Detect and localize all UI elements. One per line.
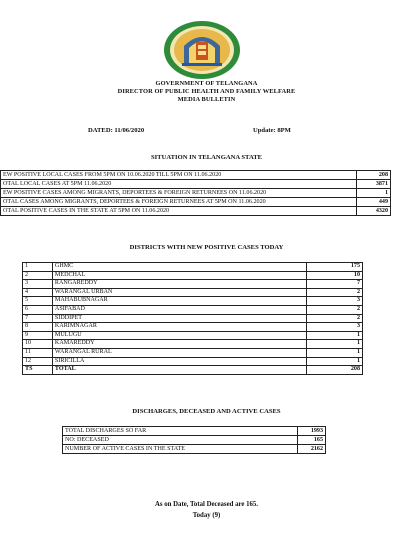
district-name: MAHABUBNAGAR (52, 297, 306, 306)
district-sn: 10 (23, 340, 53, 349)
situation-value: 208 (357, 171, 391, 180)
table-row (23, 357, 363, 366)
district-count: 1 (307, 357, 363, 366)
discharge-value: 2162 (298, 445, 326, 454)
situation-label: OTAL LOCAL CASES AT 5PM 11.06.2020 (1, 180, 357, 189)
department-title: DIRECTOR OF PUBLIC HEALTH AND FAMILY WELFARE (117, 88, 296, 95)
bulletin-update-time: Update: 8PM (253, 127, 291, 134)
today-deceased: Today (9) (192, 512, 221, 519)
district-sn: 8 (23, 323, 53, 332)
district-name: MULUGU (52, 331, 306, 340)
district-sn: 12 (23, 357, 53, 366)
situation-label: EW POSITIVE CASES AMONG MIGRANTS, DEPORTEES & FOREIGN RETURNEES ON 11.06.2020 (1, 189, 357, 198)
district-count: 3 (307, 297, 363, 306)
table-row (63, 427, 326, 436)
district-name: SIRICILLA (52, 357, 306, 366)
district-count: 3 (307, 323, 363, 332)
discharges-table (62, 426, 326, 454)
district-count: 10 (307, 271, 363, 280)
districts-table (22, 262, 363, 375)
discharge-label: TOTAL DISCHARGES SO FAR (63, 427, 298, 436)
table-row (23, 271, 363, 280)
table-row (23, 314, 363, 323)
district-name: WARANGAL RURAL (52, 348, 306, 357)
situation-label: OTAL CASES AMONG MIGRANTS, DEPORTEES & FOREIGN RETURNEES AT 5PM ON 11.06.2020 (1, 198, 357, 207)
situation-table (0, 170, 391, 216)
deceased-summary: As on Date, Total Deceased are 165. (155, 501, 258, 508)
bulletin-title: MEDIA BULLETIN (177, 96, 236, 103)
district-count: 1 (307, 348, 363, 357)
table-row (1, 180, 391, 189)
district-sn: 11 (23, 348, 53, 357)
table-row (23, 280, 363, 289)
table-row (1, 171, 391, 180)
district-count: 1 (307, 331, 363, 340)
district-sn: 4 (23, 288, 53, 297)
table-row (23, 305, 363, 314)
table-row (23, 348, 363, 357)
telangana-emblem (162, 20, 242, 80)
discharge-label: NO: DECEASED (63, 436, 298, 445)
table-row (23, 331, 363, 340)
situation-title: SITUATION IN TELANGANA STATE (150, 154, 263, 161)
district-count: 7 (307, 280, 363, 289)
table-row (23, 288, 363, 297)
district-sn: 7 (23, 314, 53, 323)
discharge-value: 1993 (298, 427, 326, 436)
district-name: RANGAREDDY (52, 280, 306, 289)
district-name: KAMAREDDY (52, 340, 306, 349)
district-sn: 6 (23, 305, 53, 314)
district-count: 2 (307, 305, 363, 314)
district-name: KARIMNAGAR (52, 323, 306, 332)
districts-title: DISTRICTS WITH NEW POSITIVE CASES TODAY (129, 244, 284, 251)
district-sn: 9 (23, 331, 53, 340)
district-name: WARANGAL URBAN (52, 288, 306, 297)
district-count: 2 (307, 314, 363, 323)
district-name: TOTAL (52, 366, 306, 375)
table-row-total (23, 366, 363, 375)
district-count: 208 (307, 366, 363, 375)
district-sn: 2 (23, 271, 53, 280)
district-count: 2 (307, 288, 363, 297)
table-row (63, 436, 326, 445)
district-sn: 3 (23, 280, 53, 289)
table-row (23, 263, 363, 272)
table-row (63, 445, 326, 454)
district-name: MEDCHAL (52, 271, 306, 280)
table-row (1, 189, 391, 198)
district-name: GHMC (52, 263, 306, 272)
situation-label: OTAL POSITIVE CASES IN THE STATE AT 5PM ON 11.06.2020 (1, 207, 357, 216)
discharge-label: NUMBER OF ACTIVE CASES IN THE STATE (63, 445, 298, 454)
district-sn: 5 (23, 297, 53, 306)
table-row (23, 323, 363, 332)
table-row (23, 297, 363, 306)
situation-value: 1 (357, 189, 391, 198)
situation-value: 3871 (357, 180, 391, 189)
district-count: 1 (307, 340, 363, 349)
district-name: SIDDIPET (52, 314, 306, 323)
table-row (23, 340, 363, 349)
govt-title: GOVERNMENT OF TELANGANA (155, 80, 258, 87)
district-sn: 1 (23, 263, 53, 272)
discharges-title: DISCHARGES, DECEASED AND ACTIVE CASES (132, 408, 281, 415)
district-name: ASIFABAD (52, 305, 306, 314)
discharge-value: 165 (298, 436, 326, 445)
situation-label: EW POSITIVE LOCAL CASES FROM 5PM ON 10.06.2020 TILL 5PM ON 11.06.2020 (1, 171, 357, 180)
situation-value: 449 (357, 198, 391, 207)
bulletin-date: DATED: 11/06/2020 (88, 127, 145, 134)
district-sn: TS (23, 366, 53, 375)
table-row (1, 198, 391, 207)
table-row (1, 207, 391, 216)
situation-value: 4320 (357, 207, 391, 216)
district-count: 175 (307, 263, 363, 272)
